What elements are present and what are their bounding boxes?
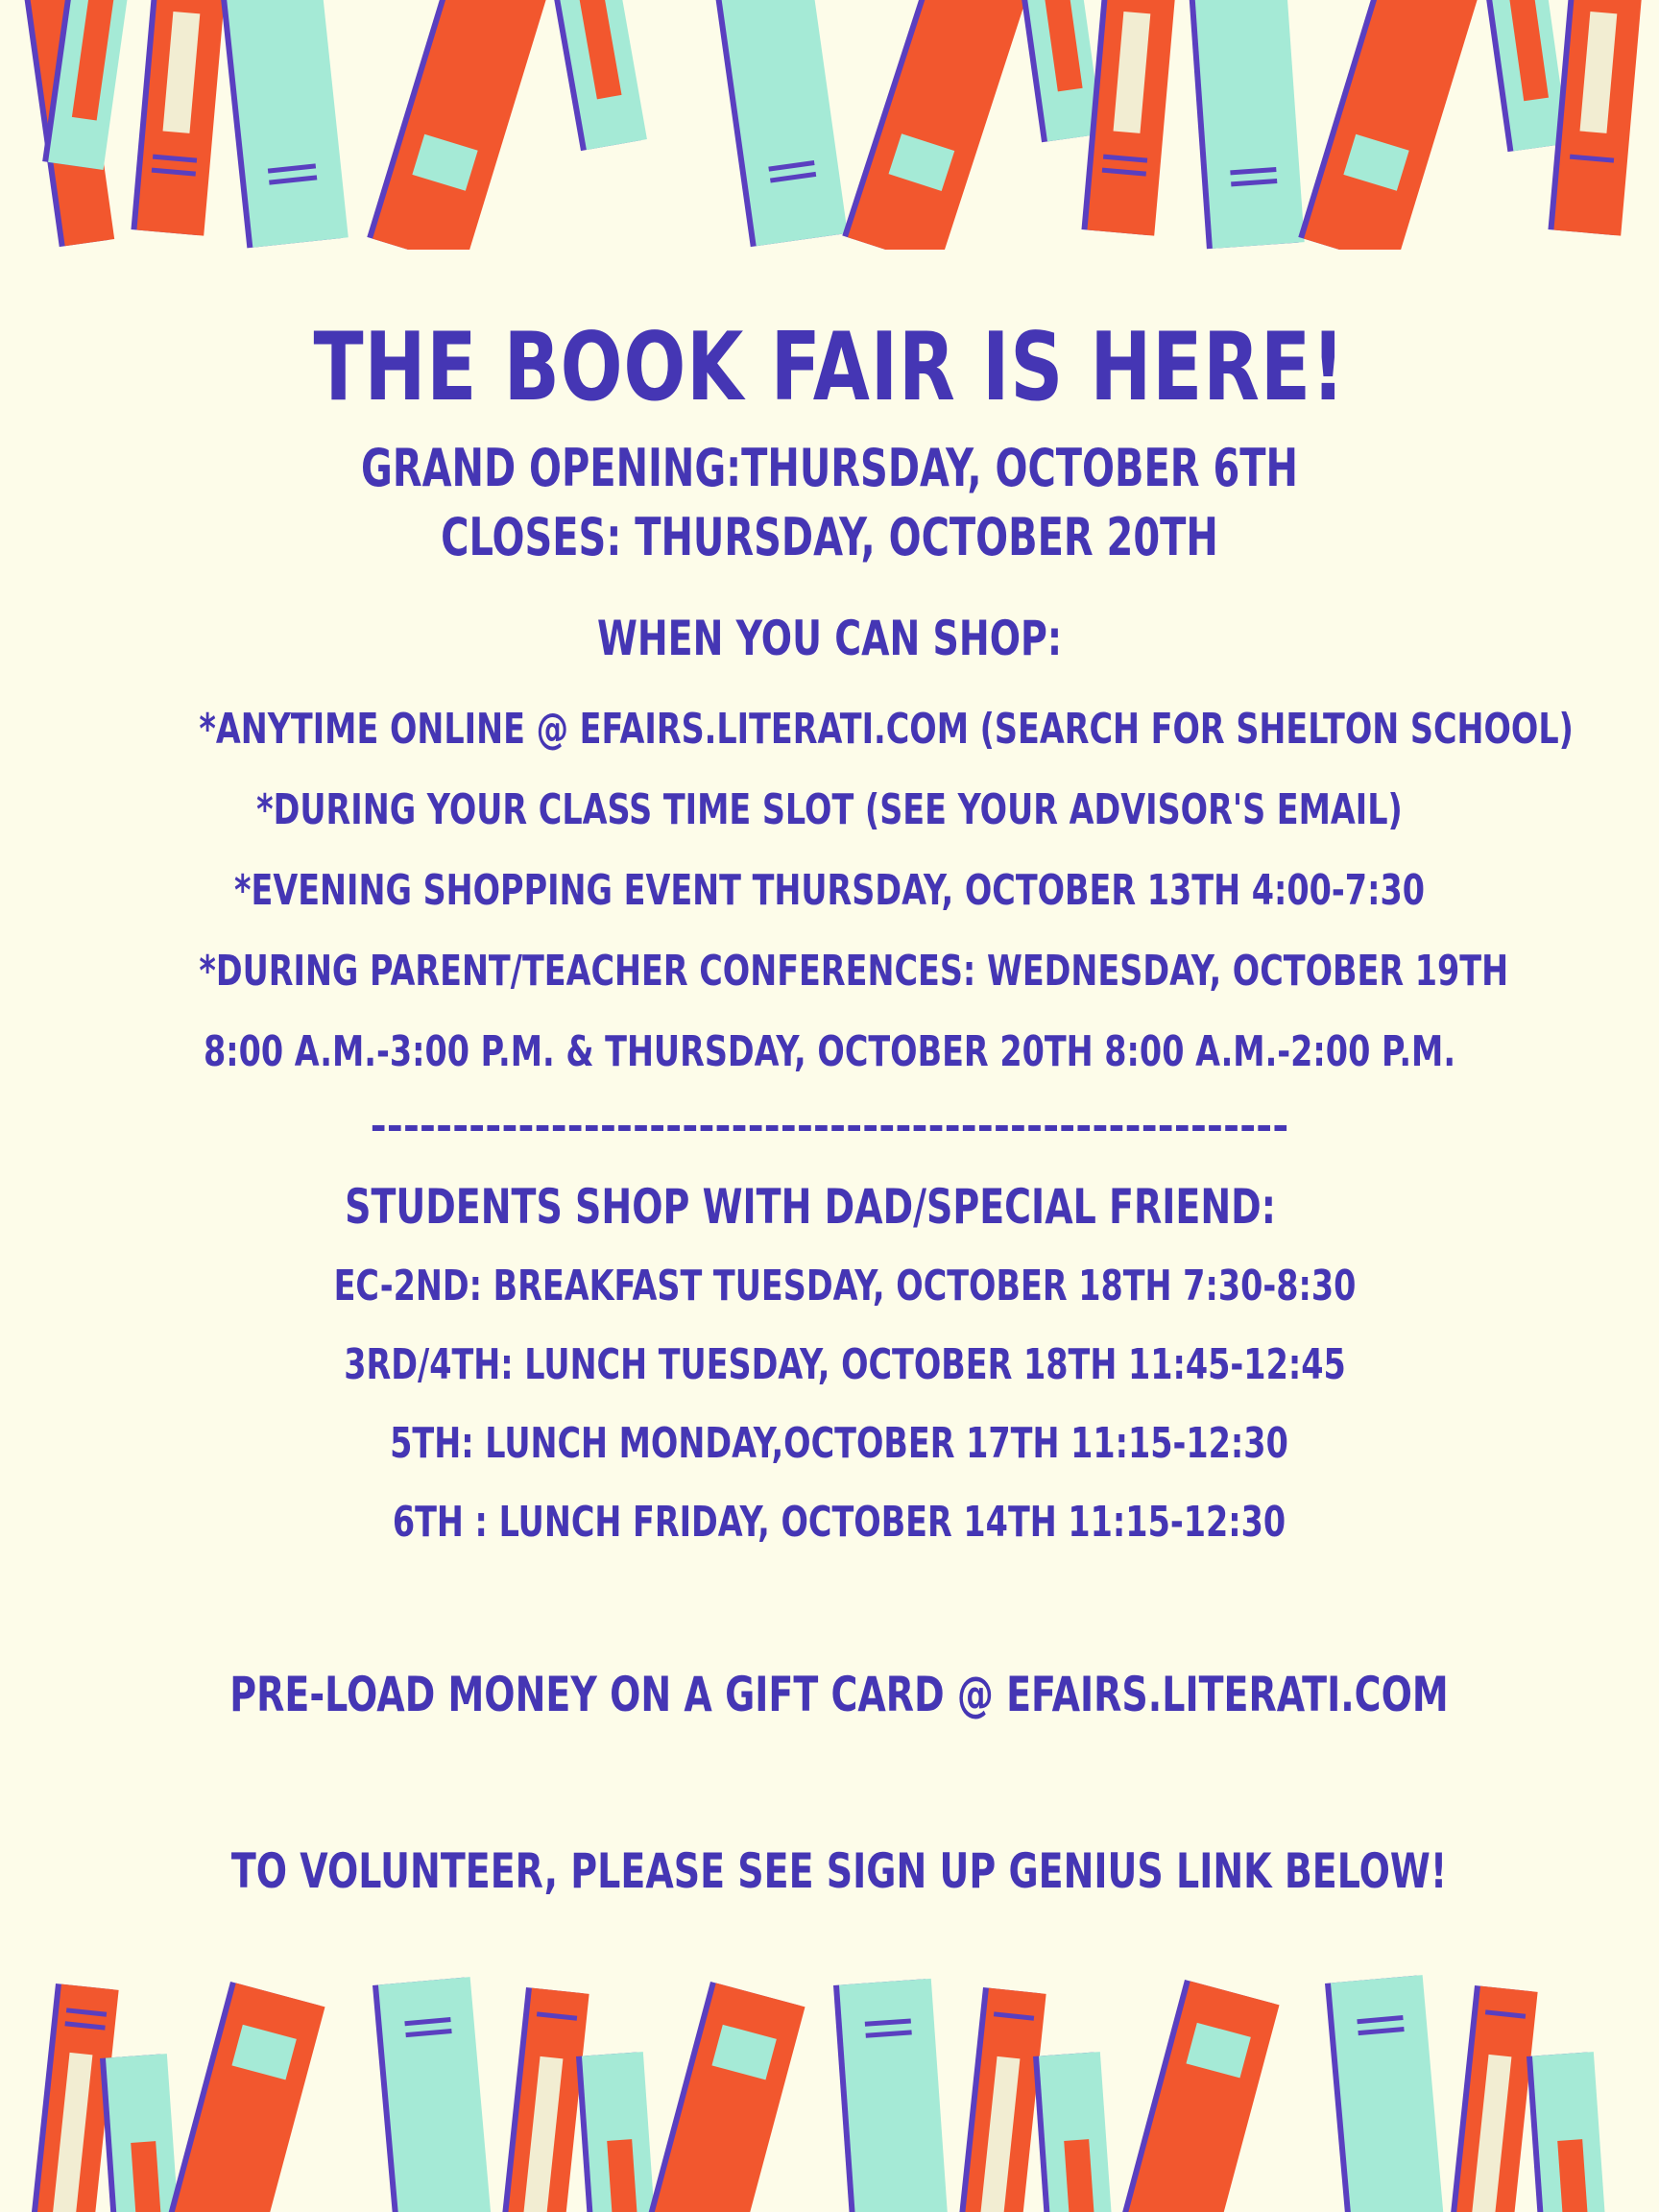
shop-time-online: *ANYTIME ONLINE @ EFAIRS.LITERATI.COM (SEARCH FOR SHELTON SCHOOL) [199,705,1574,754]
divider: -------------------------------------------------------- [370,1102,1289,1149]
grand-opening-date: GRAND OPENING:THURSDAY, OCTOBER 6TH [361,438,1298,498]
shop-time-class-slot: *DURING YOUR CLASS TIME SLOT (SEE YOUR ADVISOR'S EMAIL) [256,785,1403,834]
shop-time-conferences: *DURING PARENT/TEACHER CONFERENCES: WEDNESDAY, OCTOBER 19TH [199,947,1509,996]
flyer-title: THE BOOK FAIR IS HERE! [313,313,1346,422]
gift-card-note: PRE-LOAD MONEY ON A GIFT CARD @ EFAIRS.LITERATI.COM [229,1667,1449,1722]
closing-date: CLOSES: THURSDAY, OCTOBER 20TH [441,507,1218,567]
shop-heading: WHEN YOU CAN SHOP: [596,611,1063,666]
dad-event-5th: 5TH: LUNCH MONDAY,OCTOBER 17TH 11:15-12:30 [390,1419,1288,1468]
dad-event-3rd-4th: 3RD/4TH: LUNCH TUESDAY, OCTOBER 18TH 11:45-12:45 [344,1340,1346,1389]
volunteer-note: TO VOLUNTEER, PLEASE SEE SIGN UP GENIUS LINK BELOW! [230,1843,1448,1899]
dad-special-friend-heading: STUDENTS SHOP WITH DAD/SPECIAL FRIEND: [345,1179,1276,1235]
dad-event-ec-2nd: EC-2ND: BREAKFAST TUESDAY, OCTOBER 18TH 7:30-8:30 [333,1262,1357,1310]
shop-time-evening-event: *EVENING SHOPPING EVENT THURSDAY, OCTOBER 13TH 4:00-7:30 [234,866,1425,915]
shop-time-conference-hours: 8:00 A.M.-3:00 P.M. & THURSDAY, OCTOBER 20TH 8:00 A.M.-2:00 P.M. [203,1027,1456,1076]
dad-event-6th: 6TH : LUNCH FRIDAY, OCTOBER 14TH 11:15-12:30 [392,1498,1286,1547]
